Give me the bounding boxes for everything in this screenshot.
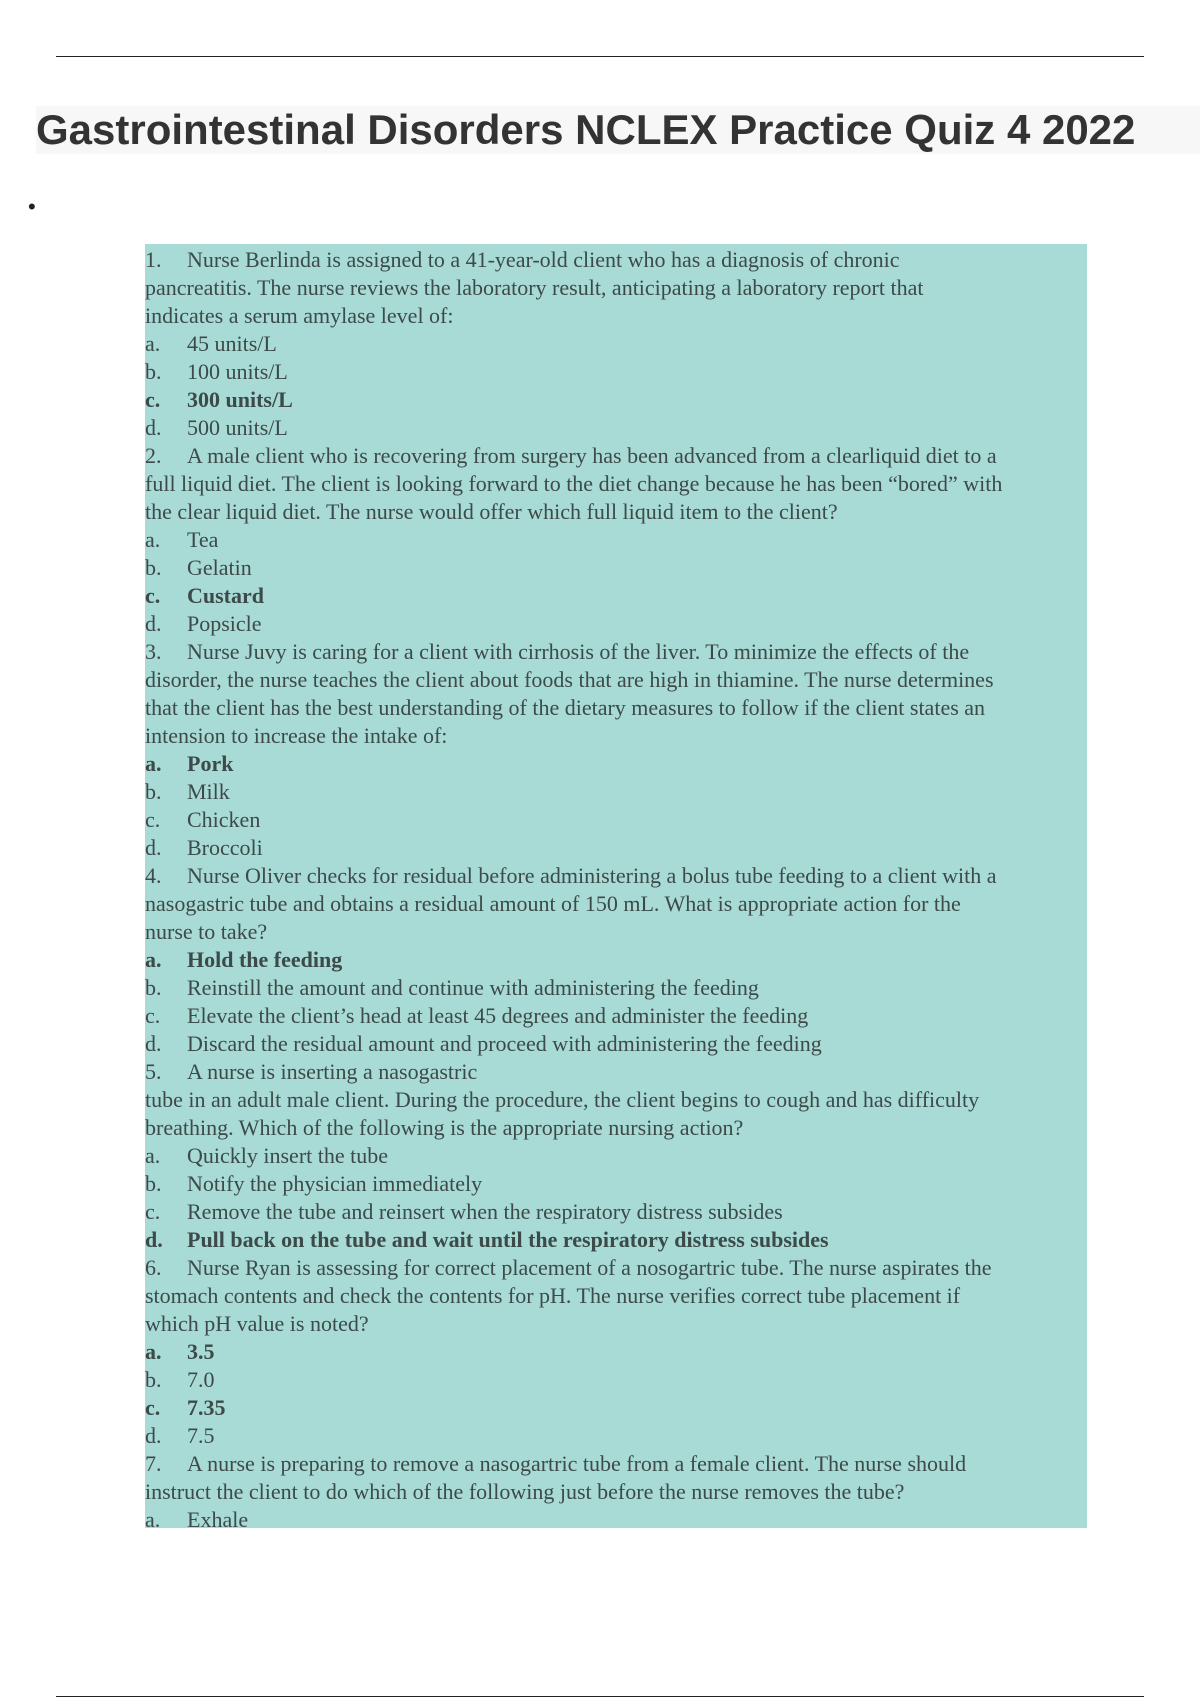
option-c-correct: c. 300 units/L (145, 387, 293, 412)
question-text-line: that the client has the best understanding of the dietary measures to follow if the client states an (145, 695, 986, 720)
top-rule (56, 56, 1144, 57)
option-c: c. Chicken (145, 807, 261, 832)
question-5 (145, 1058, 1083, 1254)
option-b: b. Gelatin (145, 555, 252, 580)
question-text-line: pancreatitis. The nurse reviews the laboratory result, anticipating a laboratory report that (145, 275, 924, 300)
option-a: a. Tea (145, 527, 219, 552)
list-bullet: • (28, 194, 36, 219)
question-text-line: A nurse is inserting a nasogastric (187, 1059, 478, 1084)
question-text-line: Nurse Berlinda is assigned to a 41-year-old client who has a diagnosis of chronic (187, 247, 900, 272)
option-b: b. Milk (145, 779, 230, 804)
question-text-line: Nurse Ryan is assessing for correct placement of a nosogartric tube. The nurse aspirates the (187, 1255, 992, 1280)
question-text-line: Nurse Juvy is caring for a client with cirrhosis of the liver. To minimize the effects of the (187, 639, 970, 664)
question-number: 3. (145, 639, 162, 664)
question-text-line: Nurse Oliver checks for residual before administering a bolus tube feeding to a client with a (187, 863, 997, 888)
question-number: 6. (145, 1255, 162, 1280)
option-d: d. 500 units/L (145, 415, 288, 440)
question-text-line: full liquid diet. The client is looking forward to the diet change because he has been “bored” with (145, 471, 1003, 496)
option-c: c. Remove the tube and reinsert when the respiratory distress subsides (145, 1199, 783, 1224)
question-number: 7. (145, 1451, 162, 1476)
question-text-line: nasogastric tube and obtains a residual amount of 150 mL. What is appropriate action for the (145, 891, 961, 916)
question-6 (145, 1254, 1083, 1450)
option-a-correct: a. Pork (145, 751, 234, 776)
option-d: d. 7.5 (145, 1423, 215, 1448)
question-text-line: stomach contents and check the contents for pH. The nurse verifies correct tube placement if (145, 1283, 961, 1308)
question-2 (145, 442, 1083, 638)
option-d: d. Broccoli (145, 835, 263, 860)
question-text-line: disorder, the nurse teaches the client about foods that are high in thiamine. The nurse determines (145, 667, 994, 692)
question-number: 2. (145, 443, 162, 468)
option-d: d. Popsicle (145, 611, 262, 636)
question-text-line: instruct the client to do which of the following just before the nurse removes the tube? (145, 1479, 905, 1504)
bottom-rule (56, 1696, 1144, 1697)
question-text-line: tube in an adult male client. During the procedure, the client begins to cough and has difficulty (145, 1087, 980, 1112)
question-text-line: nurse to take? (145, 919, 268, 944)
question-text-line: A male client who is recovering from surgery has been advanced from a clearliquid diet to a (187, 443, 997, 468)
option-c-correct: c. 7.35 (145, 1395, 226, 1420)
option-d: d. Discard the residual amount and proceed with administering the feeding (145, 1031, 822, 1056)
question-1 (145, 246, 1083, 442)
question-number: 4. (145, 863, 162, 888)
question-text-line: indicates a serum amylase level of: (145, 303, 454, 328)
question-number: 5. (145, 1059, 162, 1084)
option-b: b. 7.0 (145, 1367, 215, 1392)
option-b: b. Notify the physician immediately (145, 1171, 483, 1196)
option-a-correct: a. Hold the feeding (145, 947, 343, 972)
option-c-correct: c. Custard (145, 583, 265, 608)
quiz-content (145, 244, 1087, 1528)
option-a: a. 45 units/L (145, 331, 277, 356)
page-title: Gastrointestinal Disorders NCLEX Practice Quiz 4 2022 (36, 106, 1200, 154)
option-a: a. Exhale (145, 1507, 249, 1528)
option-b: b. 100 units/L (145, 359, 288, 384)
question-7 (145, 1450, 1083, 1528)
question-number: 1. (145, 247, 162, 272)
question-text-line: which pH value is noted? (145, 1311, 369, 1336)
question-text-line: breathing. Which of the following is the appropriate nursing action? (145, 1115, 744, 1140)
question-text-line: the clear liquid diet. The nurse would offer which full liquid item to the client? (145, 499, 838, 524)
question-3 (145, 638, 1083, 862)
question-text-line: intension to increase the intake of: (145, 723, 448, 748)
option-a: a. Quickly insert the tube (145, 1143, 389, 1168)
question-text-line: A nurse is preparing to remove a nasogartric tube from a female client. The nurse should (187, 1451, 967, 1476)
option-a-correct: a. 3.5 (145, 1339, 215, 1364)
option-d-correct: d. Pull back on the tube and wait until the respiratory distress subsides (145, 1227, 829, 1252)
option-b: b. Reinstill the amount and continue with administering the feeding (145, 975, 759, 1000)
option-c: c. Elevate the client’s head at least 45 degrees and administer the feeding (145, 1003, 809, 1028)
question-4 (145, 862, 1083, 1058)
